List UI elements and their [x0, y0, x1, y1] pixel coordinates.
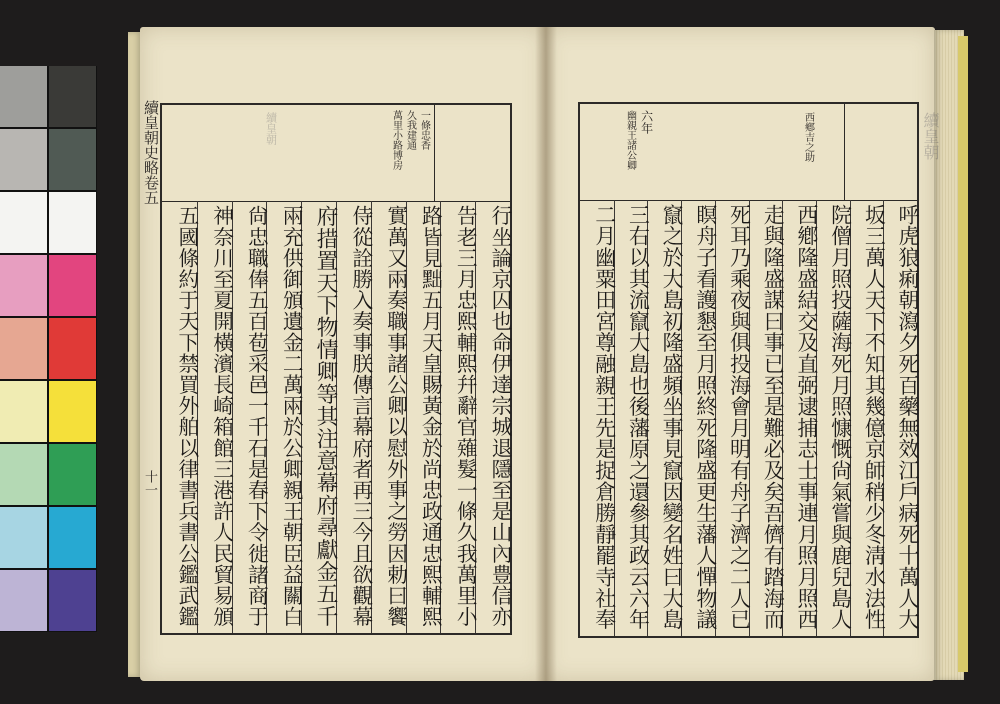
- color-patch: [0, 255, 47, 316]
- color-patch: [49, 318, 96, 379]
- color-patch: [0, 444, 47, 505]
- left-text-column: 侍從詮勝入奏事朕傳言幕府者再三今且欲觀幕: [348, 205, 373, 627]
- header-note-madenokoji: 萬里小路博房: [390, 110, 402, 170]
- right-text-frame: [578, 102, 919, 638]
- color-patch: [0, 381, 47, 442]
- header-note-prince: 幽親王諸公卿: [624, 110, 636, 170]
- color-patch: [49, 255, 96, 316]
- color-patch: [49, 570, 96, 631]
- left-text-column: 行坐論京囚也命伊達宗城退隱至是山內豊信亦: [487, 205, 512, 627]
- right-text-column: 三右以其流竄大島也後藩原之還參其政云六年: [625, 204, 650, 630]
- left-text-column: 兩充供御頒遺金二萬兩於公卿親王朝臣益關白: [279, 205, 304, 627]
- color-patch: [49, 507, 96, 568]
- right-text-column: 二月幽粟田宮尊融親王先是捉倉勝靜罷寺社奉: [591, 204, 616, 630]
- left-text-frame: [160, 103, 512, 635]
- left-text-column: 府措置天下物情卿等其注意幕府尋獻金五千: [312, 205, 338, 627]
- color-patch: [0, 318, 47, 379]
- left-folio-number: 十一: [142, 470, 157, 496]
- right-text-column: 瞑舟子看護懇至月照終死隆盛更生藩人憚物議: [692, 204, 717, 630]
- left-text-column: 五國條約于天下禁買外舶以律書兵書公鑑武鑑: [174, 205, 199, 627]
- color-patch: [0, 570, 47, 631]
- left-text-column: 路皆見黜五月天皇賜黃金於尚忠政通忠熙輔熙: [418, 205, 443, 627]
- header-note-saigo: 西鄕吉之助: [802, 112, 814, 162]
- next-page-edge-text: 續皇朝: [921, 112, 940, 160]
- left-header-band: [162, 105, 510, 202]
- right-text-column: 竄之於大島初隆盛頻坐事見竄因變名姓曰大島: [659, 204, 684, 630]
- left-text-column: 實萬又兩奏職事諸公卿以慰外事之勞因勅曰饗: [383, 205, 408, 627]
- right-text-column: 西鄕隆盛結交及直弼逮捕志士事連月照月照西: [793, 204, 818, 630]
- right-text-column: 死耳乃乘夜與俱投海會月明有舟子濟之二人已: [726, 204, 751, 630]
- color-patch: [49, 129, 96, 190]
- color-patch: [49, 444, 96, 505]
- color-calibration-chart: [0, 66, 97, 632]
- color-patch: [0, 192, 47, 253]
- right-text-column: 走與隆盛謀曰事已至是難必及矣吾儕有踏海而: [760, 204, 785, 630]
- right-text-column: 坂三萬人天下不知其幾億京師稍少冬淸水法性: [861, 204, 886, 630]
- color-patch: [0, 66, 47, 127]
- header-note-ichijo: 一條忠香: [418, 110, 430, 150]
- left-margin-title: 續皇朝史略卷五: [142, 100, 160, 205]
- color-patch: [0, 129, 47, 190]
- bleed-through-text: 續皇朝: [264, 112, 278, 145]
- header-note-year: 六年: [639, 110, 654, 134]
- color-patch: [49, 192, 96, 253]
- left-text-column: 尙忠職俸五百苞采邑一千石是春下令徙諸商于: [244, 205, 269, 627]
- right-text-column: 院僧月照投薩海死月照慷慨尙氣嘗與鹿兒島人: [827, 204, 852, 630]
- book-cover-edge: [958, 36, 968, 672]
- book-gutter: [535, 27, 557, 681]
- color-patch: [0, 507, 47, 568]
- right-text-column: 呼虎狼痢朝瀉夕死百藥無效江戶病死十萬人大: [894, 204, 919, 630]
- left-text-column: 告老三月忠熙輔熙幷辭官薙髮一條久我萬里小: [453, 205, 478, 627]
- left-text-column: 神奈川至夏開橫濱長崎箱館三港許人民貿易頒: [209, 205, 234, 627]
- color-patch: [49, 66, 96, 127]
- color-patch: [49, 381, 96, 442]
- header-note-koga: 久我建通: [404, 110, 416, 150]
